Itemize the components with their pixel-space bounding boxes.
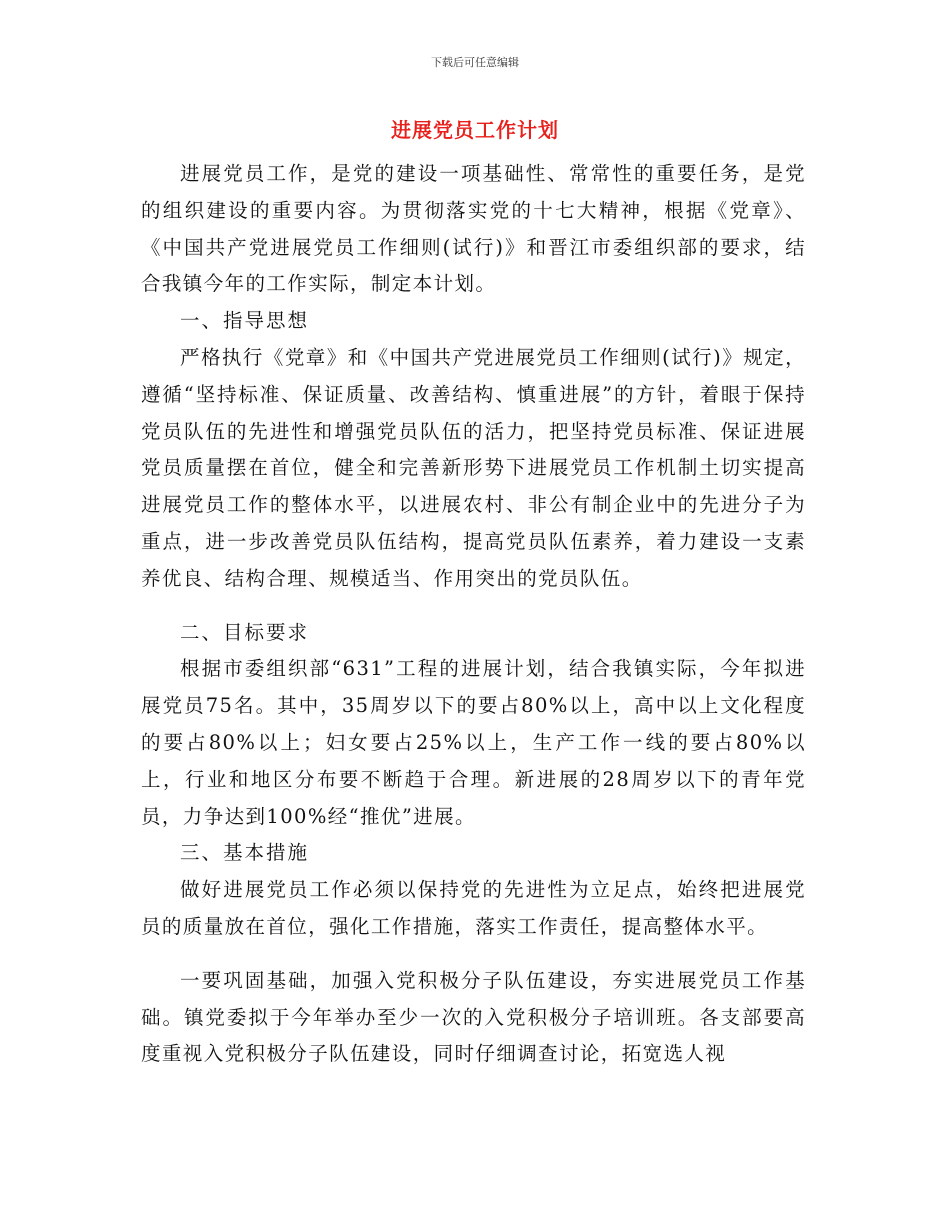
header-note: 下载后可任意编辑 — [431, 56, 519, 69]
paragraph-guiding-ideology: 严格执行《党章》和《中国共产党进展党员工作细则(试行)》规定，遵循“坚持标准、保证质量、改善结构、慎重进展”的方针，着眼于保持党员队伍的先进性和增强党员队伍的活力，把坚持党员标准、保证进展党员质量摆在首位，健全和完善新形势下进展党员工作机制土切实提高进展党员工作的整体水平，以进展农村、非公有制企业中的先进分子为重点，进一步改善党员队伍结构，提高党员队伍素养，着力建设一支素养优良、结构合理、规模适当、作用突出的党员队伍。 — [141, 345, 806, 590]
document-title: 进展党员工作计划 — [391, 118, 559, 142]
section-heading-targets: 二、目标要求 — [180, 620, 310, 644]
paragraph-targets: 根据市委组织部“631”工程的进展计划，结合我镇实际，今年拟进展党员75名。其中，35周岁以下的要占80%以上，高中以上文化程度的要占80%以上；妇女要占25%以上，生产工作一线的要占80%以上，行业和地区分布要不断趋于合理。新进展的28周岁以下的青年党员，力争达到100%经“推优”进展。 — [141, 657, 806, 828]
section-heading-guiding-ideology: 一、指导思想 — [180, 309, 310, 333]
paragraph-measures: 做好进展党员工作必须以保持党的先进性为立足点，始终把进展党员的质量放在首位，强化工作措施，落实工作责任，提高整体水平。 — [141, 878, 806, 938]
document-body — [141, 156, 806, 1073]
paragraph-intro: 进展党员工作，是党的建设一项基础性、常常性的重要任务，是党的组织建设的重要内容。为贯彻落实党的十七大精神，根据《党章》、《中国共产党进展党员工作细则(试行)》和晋江市委组织部的要求，结合我镇今年的工作实际，制定本计划。 — [141, 162, 806, 296]
section-heading-measures: 三、基本措施 — [180, 841, 310, 865]
paragraph-measure-one: 一要巩固基础，加强入党积极分子队伍建设，夯实进展党员工作基础。镇党委拟于今年举办至少一次的入党积极分子培训班。各支部要高度重视入党积极分子队伍建设，同时仔细调查讨论，拓宽选人视 — [141, 968, 806, 1066]
